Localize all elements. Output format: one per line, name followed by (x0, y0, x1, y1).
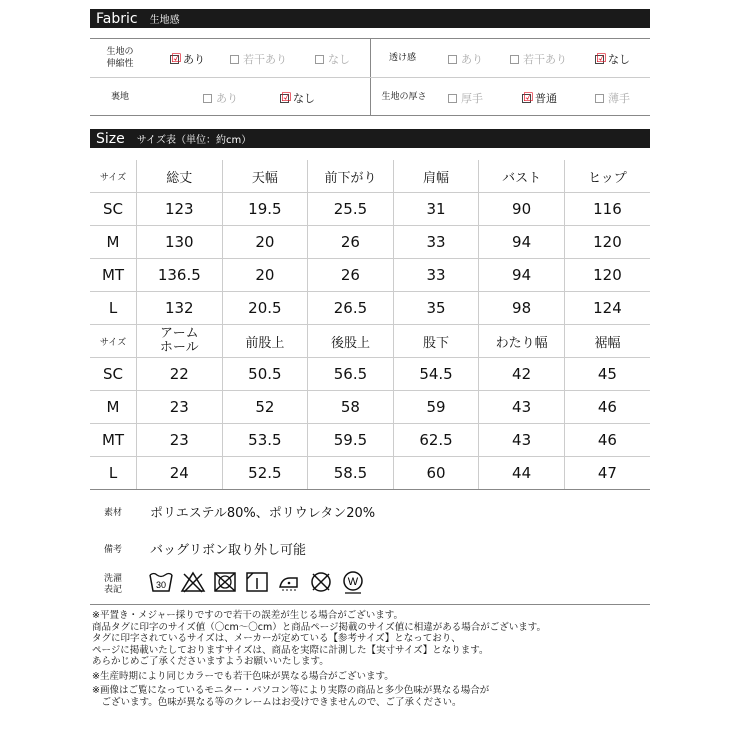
checkbox (510, 55, 519, 64)
header-cell: サイズ (90, 160, 137, 193)
table-cell: 59.5 (308, 424, 394, 457)
size-label-cell: SC (90, 358, 137, 391)
fabric-header-en: Fabric (96, 10, 138, 27)
notes (92, 610, 652, 708)
lining-label: 裏地 (110, 92, 129, 102)
table-cell: 54.5 (393, 358, 479, 391)
remarks-value: バッグリボン取り外し可能 (150, 543, 307, 558)
sheer-option-label: あり (461, 53, 483, 66)
check-mark-icon: ☑ (523, 89, 534, 104)
stretch-option-label: あり (183, 53, 205, 66)
table-cell: 58 (308, 391, 394, 424)
table-cell: 33 (393, 226, 479, 259)
table-cell: 47 (564, 457, 650, 490)
table-cell: 46 (564, 424, 650, 457)
note-line: ございます。色味が異なる等のクレームはお受けできませんので、ご了承ください。 (92, 696, 462, 708)
table-cell: 60 (393, 457, 479, 490)
table-row (90, 358, 650, 391)
table-cell: 136.5 (137, 259, 223, 292)
checkbox (522, 89, 534, 104)
fabric-row-1 (90, 39, 650, 77)
table-row (90, 226, 650, 259)
note-line: ※生産時期により同じカラーでも若干色味が異なる場合がございます。 (92, 670, 394, 682)
header-cell: 肩幅 (393, 160, 479, 193)
material-value: ポリエステル80%、ポリウレタン20% (150, 506, 376, 521)
checkbox (230, 55, 239, 64)
wet-letter: W (347, 576, 359, 588)
size-label-cell: MT (90, 424, 137, 457)
remarks-label: 備考 (103, 545, 122, 555)
table-cell: 56.5 (308, 358, 394, 391)
sheer-option-label: 若干あり (523, 53, 567, 66)
lining-option-label: なし (293, 92, 315, 105)
table-cell: 130 (137, 226, 223, 259)
table-cell: 42 (479, 358, 565, 391)
table-cell: 124 (564, 292, 650, 325)
wet-clean-icon (340, 570, 366, 596)
header-cell: 総丈 (137, 160, 223, 193)
table-cell: 45 (564, 358, 650, 391)
size-label-cell: SC (90, 193, 137, 226)
table-cell: 58.5 (308, 457, 394, 490)
thickness-option-label: 普通 (535, 92, 557, 105)
stretch-option[interactable] (230, 51, 287, 67)
no-bleach-icon (180, 570, 206, 594)
table-cell: 20 (222, 259, 308, 292)
table-cell: 52 (222, 391, 308, 424)
size-label-cell: M (90, 226, 137, 259)
stretch-option-label: 若干あり (243, 53, 287, 66)
table-cell: 26 (308, 259, 394, 292)
size-label-cell: L (90, 292, 137, 325)
lining-option-label: あり (216, 92, 238, 105)
header-line: アーム (159, 326, 199, 341)
sheer-option[interactable] (448, 51, 483, 67)
iron-low-icon (276, 570, 302, 594)
header-cell: 前股上 (222, 325, 308, 358)
table-row (90, 259, 650, 292)
table-cell: 35 (393, 292, 479, 325)
wash-30-icon (148, 570, 174, 594)
size-header (90, 129, 650, 148)
note-line: ページに掲載いたしておりますサイズは、商品を実際に計測した【実寸サイズ】となります。 (92, 644, 489, 656)
table-cell: 53.5 (222, 424, 308, 457)
table-cell: 90 (479, 193, 565, 226)
table-cell: 20.5 (222, 292, 308, 325)
note-line: 商品タグに印字のサイズ値（〇cm〜〇cm）と商品ページ掲載のサイズ値に相違がある場合がございます。 (92, 621, 546, 633)
check-mark-icon: ☑ (596, 50, 607, 65)
table-row (90, 193, 650, 226)
check-mark-icon: ☑ (171, 50, 182, 65)
material-row (90, 500, 650, 522)
size-table-header-row-2 (90, 325, 650, 358)
table-cell: 132 (137, 292, 223, 325)
note-line: ※平置き・メジャー採りですので若干の誤差が生じる場合がございます。 (92, 610, 404, 621)
checkbox (315, 55, 324, 64)
table-cell: 123 (137, 193, 223, 226)
header-cell (137, 325, 223, 358)
checkbox (170, 50, 182, 65)
note-line: ※画像はご覧になっているモニター・パソコン等により実際の商品と多少色味が異なる場合が (92, 685, 490, 696)
checkbox (595, 94, 604, 103)
checkbox (595, 50, 607, 65)
fabric-header (90, 9, 650, 28)
size-label-cell: MT (90, 259, 137, 292)
checkbox (448, 55, 457, 64)
table-cell: 19.5 (222, 193, 308, 226)
remarks-row (90, 537, 650, 559)
checkbox (203, 94, 212, 103)
stretch-option-label: なし (328, 53, 350, 66)
table-cell: 33 (393, 259, 479, 292)
header-cell: 股下 (393, 325, 479, 358)
thickness-option[interactable] (522, 90, 557, 106)
thickness-label: 生地の厚さ (381, 92, 427, 102)
note-line: タグに印字されているサイズは、メーカーが定めている【参考サイズ】となっており、 (92, 633, 461, 644)
size-table (90, 160, 650, 490)
table-cell: 26.5 (308, 292, 394, 325)
size-label-cell: M (90, 391, 137, 424)
sheer-option[interactable] (595, 51, 630, 67)
table-cell: 52.5 (222, 457, 308, 490)
table-cell: 26 (308, 226, 394, 259)
table-row (90, 292, 650, 325)
table-row (90, 391, 650, 424)
header-cell: 裾幅 (564, 325, 650, 358)
check-mark-icon: ☑ (281, 89, 292, 104)
header-cell: 後股上 (308, 325, 394, 358)
stretch-option[interactable] (315, 51, 350, 67)
divider (90, 604, 650, 605)
size-table-header-row (90, 160, 650, 193)
table-cell: 25.5 (308, 193, 394, 226)
table-cell: 46 (564, 391, 650, 424)
lining-option[interactable] (203, 90, 238, 106)
stretch-label (90, 46, 150, 70)
table-cell: 22 (137, 358, 223, 391)
no-dry-clean-icon (308, 570, 334, 594)
header-cell: わたり幅 (479, 325, 565, 358)
washing-label-line2: 表記 (103, 585, 122, 595)
checkbox (448, 94, 457, 103)
size-header-jp: サイズ表（単位：約cm） (136, 135, 252, 146)
checkbox (280, 89, 292, 104)
table-cell: 94 (479, 259, 565, 292)
table-cell: 116 (564, 193, 650, 226)
lining-option[interactable] (280, 90, 315, 106)
sheer-option[interactable] (510, 51, 567, 67)
table-row (90, 457, 650, 490)
header-cell: サイズ (90, 325, 137, 358)
table-cell: 120 (564, 259, 650, 292)
header-cell: 天幅 (222, 160, 308, 193)
table-cell: 23 (137, 424, 223, 457)
no-tumble-dry-icon (212, 570, 238, 594)
table-row (90, 424, 650, 457)
header-line: ホール (159, 340, 199, 355)
stretch-option[interactable] (170, 51, 205, 67)
fabric-row-2 (90, 77, 650, 116)
table-cell: 43 (479, 424, 565, 457)
header-cell: ヒップ (564, 160, 650, 193)
table-cell: 20 (222, 226, 308, 259)
table-cell: 24 (137, 457, 223, 490)
thickness-option[interactable] (448, 90, 483, 106)
table-cell: 98 (479, 292, 565, 325)
table-cell: 94 (479, 226, 565, 259)
size-header-en: Size (96, 130, 125, 147)
sheer-label: 透け感 (388, 53, 416, 63)
washing-label-line1: 洗濯 (103, 574, 122, 584)
sheer-option-label: なし (608, 53, 630, 66)
header-cell: 前下がり (308, 160, 394, 193)
table-cell: 43 (479, 391, 565, 424)
table-cell: 50.5 (222, 358, 308, 391)
washing-label (90, 574, 136, 596)
thickness-option-label: 薄手 (608, 92, 630, 105)
line-dry-shade-icon (244, 570, 270, 594)
table-cell: 44 (479, 457, 565, 490)
care-icons (148, 570, 366, 596)
stretch-label-line1: 生地の (106, 47, 134, 57)
thickness-option-label: 厚手 (461, 92, 483, 105)
stretch-label-line2: 伸縮性 (106, 59, 134, 69)
thickness-option[interactable] (595, 90, 630, 106)
header-cell: バスト (479, 160, 565, 193)
table-cell: 59 (393, 391, 479, 424)
note-line: あらかじめご了承くださいますようお願いいたします。 (92, 656, 329, 667)
table-cell: 62.5 (393, 424, 479, 457)
material-label: 素材 (103, 508, 122, 518)
table-cell: 23 (137, 391, 223, 424)
table-cell: 31 (393, 193, 479, 226)
wash-temp: 30 (155, 580, 167, 590)
fabric-header-jp: 生地感 (149, 15, 180, 26)
table-cell: 120 (564, 226, 650, 259)
fabric-attributes (90, 38, 650, 116)
size-label-cell: L (90, 457, 137, 490)
